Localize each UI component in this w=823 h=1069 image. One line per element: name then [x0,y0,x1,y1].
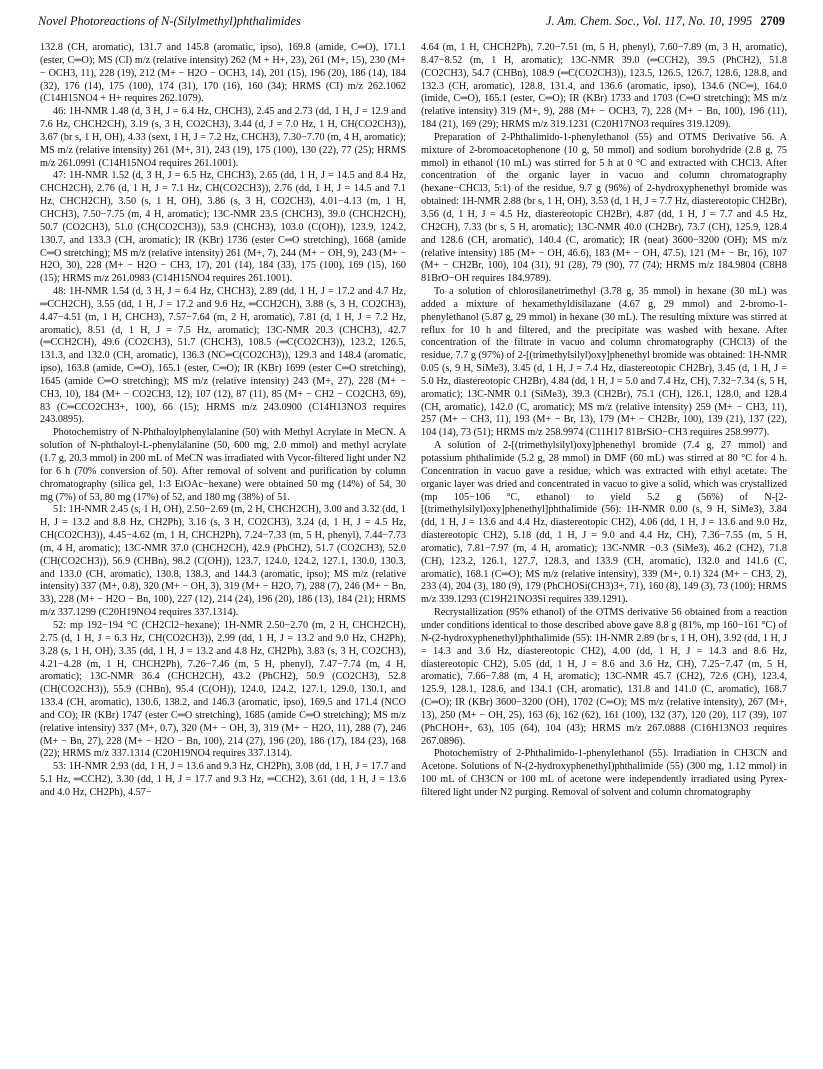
paragraph: 4.64 (m, 1 H, CHCH2Ph), 7.20−7.51 (m, 5 H, phenyl), 7.60−7.89 (m, 3 H, aromatic), 8.47−8.52 (m, 1 H, aromatic); 13C-NMR 39.0 (═CCH2), 39.5 (PhCH2), 51.8 (CO2CH3), 54.7 (CHBn), 108.9 (═C(CO2CH3)), 123.5, 126.5, 126.7, 128.6, 128.8, and 132.3 (CH, aromatic), 128.8, 131.4, and 136.6 (aromatic, ipso), 134.6 (NC═), 164.0 (imide, C═O), 165.1 (ester, C═O); IR (KBr) 1733 and 1703 (C═O stretching); MS m/z (relative intensity) 319 (M+, 9), 288 (M+ − OCH3, 7), 228 (M+ − Bn, 100), 196 (11), 184 (21), 169 (29); HRMS m/z 319.1231 (C20H17NO3 requires 319.1209). [421,42,787,131]
journal-name: J. Am. Chem. Soc., Vol. 117, No. 10, 1995 [545,14,753,28]
paragraph: To a solution of chlorosilanetrimethyl (3.78 g, 35 mmol) in hexane (30 mL) was added a mixture of hexamethyldisilazane (4.67 g, 29 mmol) and 2-bromo-1-phenylethanol (5.87 g, 29 mmol) in hexane (30 mL). The resulting mixture was stirred at reflux for 10 h and filtered, and the precipitate was washed with hexane. After concentration of the filtrate in vacuo and column chromatography (CHCl3) of the residue, 7.7 g (97%) of 2-[(trimethylsilyl)oxy]phenethyl bromide was obtained: 1H-NMR 0.05 (s, 9 H, SiMe3), 3.45 (d, 1 H, J = 7.4 Hz, diastereotopic CH2Br), 3.45 (d, 1 H, J = 5.0 Hz, diastereotopic CH2Br), 4.84 (dd, 1 H, J = 5.0 and 7.4 Hz, CH), 7.32−7.34 (s, 5 H, aromatic); 13C-NMR 0.1 (SiMe3), 39.3 (CH2Br), 75.1 (CH), 126.1, 128.0, and 128.4 (CH, aromatic), 142.0 (C, aromatic); MS m/z (relative intensity) 259 (M+ − CH3, 11), 257 (M+ − CH3, 11), 193 (M+ − Br, 13), 179 (M+ − CH2Br, 100), 139 (21), 137 (22), 104 (14), 73 (51); HRMS m/z 258.9974 (C11H17 81BrSiO−CH3 requires 258.9977). [421,286,787,439]
journal-citation [546,14,785,29]
paragraph: 48: 1H-NMR 1.54 (d, 3 H, J = 6.4 Hz, CHCH3), 2.89 (dd, 1 H, J = 17.2 and 4.7 Hz, ═CCH2CH), 3.55 (dd, 1 H, J = 17.2 and 9.6 Hz, ═CCH2CH), 3.88 (s, 3 H, CO2CH3), 4.47−4.51 (m, 1 H, CHCH3), 7.57−7.64 (m, 2 H, aromatic), 7.81 (d, 1 H, J = 7.2 Hz, aromatic), 8.51 (d, 1 H, J = 7.5 Hz, aromatic); 13C-NMR 20.3 (CHCH3), 42.7 (═CCH2CH), 49.6 (CO2CH3), 51.7 (CHCH3), 108.5 (═C(CO2CH3)), 123.2, 126.5, 131.3, and 132.0 (CH, aromatic), 136.3 (NC═C(CO2CH3)), 129.3 and 148.4 (aromatic, ipso), 163.8 (amide, C═O), 165.1 (ester, C═O); IR (KBr) 1699 (ester C═O stretching), 1645 (amide C═O stretching); MS m/z (relative intensity) 243 (M+, 27), 228 (M+ − CH3, 10), 184 (M+ − CO2CH3, 12), 107 (12), 87 (11), 85 (M+ − CH2 − CO2CH3, 69), 83 (C═CCO2CH3+, 100), 66 (15); HRMS m/z 243.0900 (C14H13NO3 requires 243.0895). [40,286,406,426]
page-number: 2709 [760,14,785,28]
paragraph: 53: 1H-NMR 2.93 (dd, 1 H, J = 13.6 and 9.3 Hz, CH2Ph), 3.08 (dd, 1 H, J = 17.7 and 5.1 Hz, ═CCH2), 3.30 (dd, 1 H, J = 17.7 and 9.3 Hz, ═CCH2), 3.61 (dd, 1 H, J = 13.6 and 4.0 Hz, CH2Ph), 4.57− [40,761,406,798]
paragraph: 47: 1H-NMR 1.52 (d, 3 H, J = 6.5 Hz, CHCH3), 2.65 (dd, 1 H, J = 14.5 and 8.4 Hz, CHCH2CH), 2.76 (d, 1 H, J = 7.1 Hz, CH(CO2CH3)), 2.76 (dd, 1 H, J = 14.5 and 7.1 Hz, CHCH2CH), 3.50 (s, 1 H, OH), 3.86 (s, 3 H, CO2CH3), 4.01−4.13 (m, 1 H, CHCH3), 7.50−7.75 (m, 4 H, aromatic); 13C-NMR 23.5 (CHCH3), 39.0 (CHCH2CH), 50.7 (CO2CH3), 51.0 (CH(CO2CH3)), 53.9 (CHCH3), 103.0 (C(OH)), 123.9, 124.2, 130.7, and 133.3 (CH, aromatic); IR (KBr) 1736 (ester C═O stretching), 1668 (amide C═O stretching); MS m/z (relative intensity) 261 (M+, 7), 244 (M+ − OH, 9), 243 (M+ − H2O, 30), 228 (M+ − H2O − CH3, 17), 201 (14), 184 (33), 175 (100), 169 (15), 160 (15); HRMS m/z 261.0983 (C14H15NO4 requires 261.1001). [40,170,406,285]
paragraph: 46: 1H-NMR 1.48 (d, 3 H, J = 6.4 Hz, CHCH3), 2.45 and 2.73 (dd, 1 H, J = 12.9 and 7.6 Hz, CHCH2CH), 3.19 (s, 3 H, CO2CH3), 3.44 (d, J = 7.0 Hz, 1 H, CH(CO2CH3)), 3.67 (br s, 1 H, OH), 4.33 (sext, 1 H, J = 7.2 Hz, CHCH3), 7.30−7.70 (m, 4 H, aromatic); MS m/z (relative intensity) 261 (M+, 31), 243 (19), 175 (100), 130 (22), 77 (25); HRMS m/z 261.0991 (C14H15NO4 requires 261.1001). [40,106,406,169]
paragraph: 51: 1H-NMR 2.45 (s, 1 H, OH), 2.50−2.69 (m, 2 H, CHCH2CH), 3.00 and 3.32 (dd, 1 H, J = 13.2 and 8.8 Hz, CH2Ph), 3.16 (s, 3 H, CO2CH3), 3.24 (d, 1 H, J = 4.5 Hz, CH(CO2CH3)), 4.45−4.62 (m, 1 H, CHCH2Ph), 7.24−7.33 (m, 5 H, phenyl), 7.44−7.73 (m, 4 H, aromatic); 13C-NMR 37.0 (CHCH2CH), 42.9 (PhCH2), 51.7 (CO2CH3), 52.0 (CH(CO2CH3)), 56.9 (CHBn), 98.2 (C(OH)), 123.7, 124.0, 124.2, 127.1, 130.0, 130.3, and 133.0 (CH, aromatic), 130.8, 138.3, and 144.3 (aromatic, ipso); MS m/z (relative intensity) 337 (M+, 0.8), 320 (M+ − OH, 3), 319 (M+ − H2O, 7), 288 (7), 246 (M+ − Bn, 33), 228 (M+ − H2O − Bn, 100), 227 (12), 214 (24), 196 (20), 186 (13), 184 (21); HRMS m/z 337.1299 (C20H19NO4 requires 337.1314). [40,504,406,619]
running-header [38,14,785,38]
paragraph: Recrystallization (95% ethanol) of the OTMS derivative 56 obtained from a reaction under conditions identical to those described above gave 8.8 g (81%, mp 160−161 °C) of N-(2-hydroxyphenethyl)phthalimide (55): 1H-NMR 2.89 (br s, 1 H, OH), 3.92 (dd, 1 H, J = 14.3 and 3.6 Hz, diastereotopic CH2), 4.00 (dd, 1 H, J = 14.3 and 8.6 Hz, diastereotopic CH2), 5.05 (dd, 1 H, J = 8.6 and 3.6 Hz, CH), 7.25−7.47 (m, 5 H, aromatic), 7.66−7.88 (m, 4 H, aromatic); 13C-NMR 45.7 (CH2), 72.6 (CH), 123.4, 125.9, 128.1, 128.6, and 134.1 (CH, aromatic), 131.8 and 141.0 (C, aromatic), 168.7 (C═O); IR (KBr) 3600−3200 (OH), 1702 (C═O); MS m/z (relative intensity), 267 (M+, 13), 250 (M+ − OH, 25), 163 (6), 162 (62), 161 (100), 132 (37), 120 (20), 117 (39), 107 (PhCHOH+, 63), 105 (64), 104 (43); HRMS m/z 267.0888 (C16H13NO3 requires 267.0896). [421,607,787,747]
paragraph: 132.8 (CH, aromatic), 131.7 and 145.8 (aromatic, ipso), 169.8 (amide, C═O), 171.1 (ester, C═O); MS (CI) m/z (relative intensity) 262 (M + H+, 23), 261 (M+, 15), 230 (M+ − OCH3, 11), 228 (19), 212 (M+ − H2O − OCH3, 14), 201 (15), 196 (20), 186 (14), 184 (32), 176 (14), 175 (100), 174 (31), 170 (16), 160 (34); HRMS (CI) m/z 262.1062 (C14H15NO4 + H+ requires 262.1079). [40,42,406,105]
section-paragraph: Preparation of 2-Phthalimido-1-phenylethanol (55) and OTMS Derivative 56. A mixture of 2-bromoacetophenone (10 g, 50 mmol) and sodium borohydride (2.8 g, 75 mmol) in ethanol (10 mL) was stirred for 5 h at 0 °C and extracted with CHCl3. After concentration of the organic layer in vacuo and column chromatography (hexane−CHCl3, 5:1) of the residue, 9.7 g (96%) of 2-hydroxyphenethyl bromide was obtained: 1H-NMR 2.88 (br s, 1 H, OH), 3.53 (d, 1 H, J = 7.7 Hz, diastereotopic CH2Br), 3.56 (d, 1 H, J = 4.5 Hz, diastereotopic CH2Br), 4.87 (dd, 1 H, J = 7.7 and 4.5 Hz, CH2CH), 7.33 (br s, 5 H, aromatic); 13C-NMR 40.0 (CH2Br), 73.7 (CH), 125.9, 128.4 and 128.6 (CH, aromatic), 140.4 (C, aromatic); IR (neat) 3600−3200 (OH); MS m/z (relative intensity) 185 (M+ − OH, 46.6), 183 (M+ − OH, 47.5), 121 (M+ − Br, 16), 107 (M+ − CH2Br, 100), 104 (31), 91 (28), 79 (90), 77 (74); HRMS m/z 184.9804 (C8H8 81BrO−OH requires 184.9789). [421,131,787,285]
paragraph: 52: mp 192−194 °C (CH2Cl2−hexane); 1H-NMR 2.50−2.70 (m, 2 H, CHCH2CH), 2.75 (d, 1 H, J = 6.3 Hz, CH(CO2CH3)), 2.99 (dd, 1 H, J = 13.2 and 9.0 Hz, CH2Ph), 3.28 (s, 1 H, OH), 3.35 (dd, 1 H, J = 13.2 and 4.8 Hz, CH2Ph), 3.83 (s, 3 H, CO2CH3), 4.21−4.28 (m, 1 H, CHCH2Ph), 7.26−7.46 (m, 5 H, phenyl), 7.47−7.74 (m, 4 H, aromatic); 13C-NMR 36.4 (CHCH2CH), 43.2 (PhCH2), 50.9 (CO2CH3), 52.8 (CH(CO2CH3)), 55.9 (CHBn), 95.4 (C(OH)), 124.0, 124.2, 127.1, 129.0, 130.1, and 133.4 (CH, aromatic), 130.6, 138.2, and 146.3 (aromatic, ipso), 169.5 and 171.4 (NCO and CO); IR (KBr) 1747 (ester C═O stretching), 1685 (amide C═O stretching); MS m/z (relative intensity) 337 (M+, 0.7), 320 (M+ − OH, 3), 319 (M+ − H2O, 11), 288 (7), 246 (M+ − Bn, 27), 228 (M+ − H2O − Bn, 100), 214 (27), 196 (20), 186 (17), 184 (23), 168 (22); HRMS m/z 337.1314 (C20H19NO4 requires 337.1314). [40,619,406,760]
left-column [40,42,406,800]
right-column [421,42,787,800]
section-paragraph: Photochemistry of 2-Phthalimido-1-phenylethanol (55). Irradiation in CH3CN and Acetone. Solutions of N-(2-hydroxyphenethyl)phthalimide (55) (300 mg, 1.12 mmol) in 100 mL of CH3CN or 100 mL of acetone were independently irradiated using Pyrex-filtered light under N2 purging. Removal of solvent and column chromatography [421,748,787,798]
running-title: Novel Photoreactions of N-(Silylmethyl)phthalimides [38,14,301,28]
paragraph: A solution of 2-[(trimethylsilyl)oxy]phenethyl bromide (7.4 g, 27 mmol) and potassium phthalimide (5.2 g, 28 mmol) in DMF (60 mL) was stirred at 80 °C for 4 h. Concentration in vacuo gave a residue, which was extracted with ethyl acetate. The organic layer was dried and concentrated in vacuo to give a solid, which was crystallized (mp 105−106 °C, ethanol) to yield 5.2 g (56%) of N-[2-[(trimethylsilyl)oxy]phenethyl]phthalimide (56): 1H-NMR 0.00 (s, 9 H, SiMe3), 3.84 (dd, 1 H, J = 13.6 and 4.4 Hz, diastereotopic CH2), 4.06 (dd, 1 H, J = 13.6 and 9.0 Hz, diastereotopic CH2), 5.18 (dd, 1 H, J = 9.0 and 4.4 Hz, CH), 7.36−7.55 (m, 5 H, aromatic), 7.81−7.97 (m, 4 H, aromatic); 13C-NMR −0.3 (SiMe3), 46.2 (CH2), 71.8 (CH), 123.2, 126.1, 127.7, 128.3, and 133.9 (CH, aromatic), 132.0 and 141.6 (C, aromatic), 168.1 (C═O); MS m/z (relative intensity), 339 (M+, 0.1) 324 (M+ − CH3, 2), 233 (4), 204 (3), 180 (9), 179 (PhCHOSi(CH3)3+, 71), 160 (8), 149 (3), 73 (100); HRMS m/z 339.1293 (C19H21NO3Si requires 339.1291). [421,440,787,606]
section-paragraph: Photochemistry of N-Phthaloylphenylalanine (50) with Methyl Acrylate in MeCN. A solution of N-phthaloyl-L-phenylalanine (50, 600 mg, 2.0 mmol) and methyl acrylate (1.7 g, 20.3 mmol) in 200 mL of MeCN was irradiated with Vycor-filtered light under N2 for 6 h (70% conversion of 50). After removal of solvent and purification by column chromatography (silica gel, 1:3 EtOAc−hexane) were obtained 50 mg (14%) of 54, 30 mg (7%) of 53, 80 mg (17%) of 52, and 180 mg (38%) of 51. [40,427,406,503]
